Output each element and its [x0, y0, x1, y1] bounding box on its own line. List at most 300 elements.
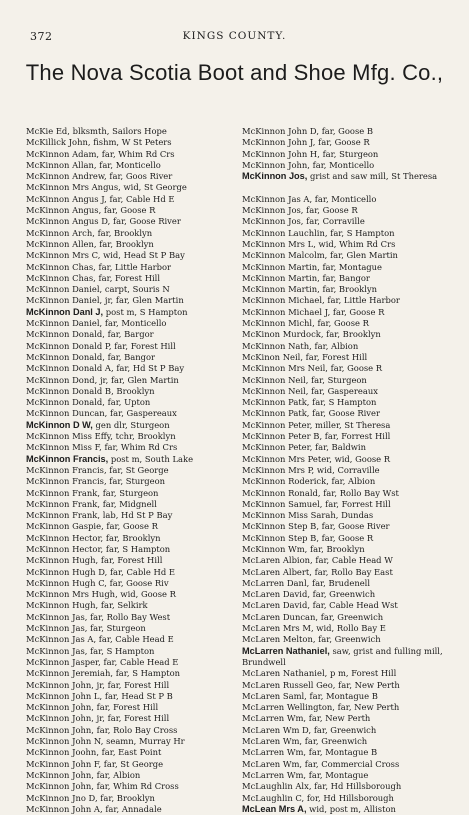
entry-detail: seamn, Murray Hr — [106, 736, 185, 747]
entry-detail: wid, Rollo Bay E — [316, 623, 386, 634]
entry-name: McKinnon Jeremiah, — [26, 668, 114, 679]
entry-name: McKinnon Michael J, — [242, 306, 331, 317]
entry-detail: far, Montague — [322, 261, 383, 272]
entry-detail: far, Greenwich — [304, 736, 368, 747]
entry-detail: far, Goose R — [103, 205, 156, 216]
entry-detail: far, St George — [109, 464, 169, 475]
entry-detail: far, Goose B — [321, 126, 374, 136]
entry-name: McLarren Wm, — [242, 747, 307, 758]
entry-detail: far, Bangor — [107, 351, 156, 362]
directory-entry — [26, 171, 244, 182]
entry-detail: far, S Hampton — [115, 668, 181, 679]
entry-name: McKinnon Michael, — [242, 295, 325, 306]
directory-entry — [242, 442, 456, 453]
entry-detail: far, Upton — [107, 397, 151, 408]
directory-entry — [26, 126, 244, 137]
entry-detail: far, Rollo Bay Wst — [323, 487, 399, 498]
entry-name: McLaren Wm, — [242, 758, 303, 769]
directory-entry — [26, 250, 244, 261]
entry-detail: jr, far, Glen Martin — [99, 374, 179, 385]
directory-entry — [26, 329, 244, 340]
directory-entry — [26, 216, 244, 227]
directory-columns — [26, 126, 456, 814]
entry-name: McKinnon Hugh, — [26, 600, 99, 611]
directory-entry — [242, 431, 456, 442]
directory-entry — [26, 284, 244, 295]
directory-entry — [26, 747, 244, 758]
directory-entry — [242, 408, 456, 419]
entry-name: McKinnon Step B, — [242, 532, 319, 543]
entry-detail: miller, St Theresa — [315, 419, 391, 430]
entry-name: McKinnon Jas A, — [242, 193, 313, 204]
entry-name: McKinnon Hugh, — [26, 555, 99, 566]
entry-detail: far, Monticello — [314, 193, 377, 204]
directory-entry — [26, 759, 244, 770]
directory-entry — [242, 793, 456, 804]
entry-name: McKinnon Chas, — [26, 272, 96, 283]
entry-detail: far, Selkirk — [100, 600, 148, 611]
entry-detail: far, Cable Hd E — [109, 566, 175, 577]
directory-entry — [242, 284, 456, 295]
entry-detail: far, Cable Hd E — [109, 193, 175, 204]
running-head: KINGS COUNTY. — [182, 30, 287, 42]
entry-detail: far, Brooklyn — [99, 238, 154, 249]
directory-entry — [242, 521, 456, 532]
entry-detail: far, Rolo Bay Cross — [96, 724, 178, 735]
directory-entry — [242, 747, 456, 758]
entry-detail: far, Goose River — [312, 408, 380, 419]
directory-entry — [242, 194, 456, 205]
directory-entry — [26, 634, 244, 645]
entry-detail: far, Goose Riv — [109, 577, 169, 588]
entry-name: McKinnon John, — [26, 781, 94, 792]
entry-detail: far, Monticello — [99, 159, 161, 170]
entry-name: McKinnon Jno D, — [26, 792, 98, 803]
entry-detail: far, Goose R — [106, 521, 158, 532]
entry-detail: far, Greenwich — [313, 724, 377, 735]
entry-detail: Dundas — [341, 510, 374, 521]
entry-detail: far, Whim Rd Crs — [101, 148, 175, 159]
directory-entry — [242, 488, 456, 499]
entry-detail: far, Forest Hill — [305, 351, 368, 362]
directory-entry — [242, 386, 456, 397]
entry-name: McKinon Murdock, — [242, 329, 324, 340]
directory-entry — [26, 465, 244, 476]
directory-entry — [26, 408, 244, 419]
entry-name: McKinnon Ronald, — [242, 487, 321, 498]
entry-detail: wid, post m, Alliston — [309, 803, 396, 814]
entry-detail: far, New Perth — [337, 702, 400, 713]
entry-detail: far, Head St P B — [104, 690, 173, 701]
directory-entry — [242, 567, 456, 578]
entry-detail: far, Albion — [96, 769, 141, 780]
entry-detail: blksmth, Sailors Hope — [72, 126, 167, 136]
entry-detail: far, Forrest Hill — [325, 498, 391, 509]
directory-entry — [242, 454, 456, 465]
entry-name: McKinnon Hector, — [26, 543, 104, 554]
directory-entry — [26, 646, 244, 657]
entry-detail: far, Brooklyn — [326, 329, 381, 340]
entry-name: McKinnon Duncan, — [26, 408, 108, 419]
entry-name: McLaren Albion, — [242, 555, 313, 566]
directory-entry — [26, 555, 244, 566]
directory-entry — [26, 623, 244, 634]
entry-detail: far, Greenwich — [318, 634, 381, 645]
directory-entry — [242, 555, 456, 566]
directory-entry — [242, 499, 456, 510]
entry-detail: post m, South Lake — [110, 453, 194, 464]
directory-entry — [242, 680, 456, 691]
entry-name: McKinnon John, — [26, 702, 94, 713]
directory-entry — [242, 770, 456, 781]
entry-detail: wid, Head St P Bay — [103, 250, 185, 261]
directory-entry — [26, 239, 244, 250]
entry-detail: far, Monticello — [312, 159, 375, 170]
entry-name: McKinnon Jos, — [242, 216, 304, 227]
entry-name: McKinnon Chas, — [26, 261, 96, 272]
directory-entry — [242, 375, 456, 386]
directory-entry — [242, 646, 456, 669]
entry-name: McKinnon Jas, — [26, 623, 88, 634]
entry-detail: fishm, W St Peters — [93, 137, 172, 148]
entry-detail: carpt, Souris N — [104, 284, 170, 295]
directory-entry — [242, 533, 456, 544]
directory-entry — [26, 273, 244, 284]
entry-name: McKinnon Daniel, — [26, 295, 103, 306]
entry-name: McKinnon Peter B, — [242, 431, 323, 442]
entry-name: McKinnon Francis, — [26, 453, 109, 464]
entry-detail: post m, S Hampton — [105, 306, 188, 317]
entry-detail: far, Sturgeon — [102, 487, 159, 498]
directory-entry — [26, 521, 244, 532]
directory-entry — [242, 510, 456, 521]
entry-name: McLarren Wm, — [242, 713, 307, 724]
directory-entry — [26, 397, 244, 408]
directory-entry — [26, 341, 244, 352]
directory-entry — [242, 160, 456, 171]
entry-detail: grist and saw mill, St Theresa — [310, 171, 438, 182]
directory-entry — [242, 476, 456, 487]
directory-entry — [26, 725, 244, 736]
directory-entry — [242, 126, 456, 137]
entry-detail: far, Glen Martin — [330, 250, 398, 261]
entry-detail: lab, Hd St P Bay — [102, 510, 173, 521]
directory-entry — [26, 736, 244, 747]
directory-entry — [242, 623, 456, 634]
directory-entry — [26, 476, 244, 487]
directory-entry — [26, 194, 244, 205]
directory-entry — [242, 397, 456, 408]
directory-entry — [26, 702, 244, 713]
directory-entry — [242, 239, 456, 250]
entry-name: McKinnon John, — [26, 679, 94, 690]
entry-name: McKinnon Dond, — [26, 374, 98, 385]
entry-name: McKinnon Patk, — [242, 408, 310, 419]
entry-name: McKinnon John, — [26, 713, 94, 724]
entry-name: McKinnon Jasper, — [26, 656, 101, 667]
entry-name: McLarren Danl, — [242, 577, 310, 588]
advertisement-banner: The Nova Scotia Boot and Shoe Mfg. Co., — [25, 60, 444, 85]
entry-detail: far, Forest Hill — [114, 340, 176, 351]
directory-entry — [26, 137, 244, 148]
entry-detail: far, Brooklyn — [97, 227, 153, 238]
entry-detail: Brooklyn — [116, 385, 155, 396]
entry-name: McKinnon John A, — [26, 803, 103, 814]
directory-entry — [26, 589, 244, 600]
entry-name: McKinnon Jas, — [26, 611, 88, 622]
right-column — [242, 126, 456, 815]
directory-entry — [26, 386, 244, 397]
entry-name: McLarren Wellington, — [242, 702, 335, 713]
entry-name: McKinnon Francis, — [26, 476, 107, 487]
entry-name: McKinnon Mrs Neil, — [242, 363, 328, 374]
directory-entry — [242, 307, 456, 318]
entry-detail: far, Corraville — [306, 216, 365, 227]
entry-name: McKinnon Miss Effy, — [26, 431, 113, 442]
directory-entry — [242, 589, 456, 600]
entry-detail: far, Whim Rd Crs — [104, 442, 178, 453]
entry-name: McKinnon Martin, — [242, 261, 320, 272]
entry-name: McKinnon John L, — [26, 690, 103, 701]
entry-name: McKinnon Mrs P, — [242, 464, 315, 475]
entry-detail: jr, far, Forest Hill — [96, 713, 170, 724]
directory-entry — [242, 634, 456, 645]
directory-entry — [26, 567, 244, 578]
entry-name: McKinnon Martin, — [242, 284, 320, 295]
entry-detail: for, Hd Hillsborough — [306, 792, 394, 803]
entry-detail: far, Forest Hill — [98, 272, 161, 283]
entry-name: McLaren Melton, — [242, 634, 316, 645]
entry-detail: far, Greenwich — [320, 611, 384, 622]
directory-entry — [242, 691, 456, 702]
entry-name: McKillick John, — [26, 137, 91, 148]
entry-detail: far, Goose R — [332, 306, 385, 317]
directory-entry — [26, 363, 244, 374]
entry-name: McKinnon Frank, — [26, 510, 101, 521]
directory-entry — [26, 205, 244, 216]
directory-entry — [242, 262, 456, 273]
entry-name: McKinnon Jos, — [242, 171, 308, 182]
directory-entry — [26, 793, 244, 804]
entry-name: McLean Mrs A, — [242, 803, 307, 814]
directory-entry — [26, 454, 244, 465]
directory-entry — [26, 781, 244, 792]
entry-detail: far, Forest Hill — [96, 702, 159, 713]
entry-name: McLaren David, — [242, 600, 310, 611]
left-column — [26, 126, 244, 815]
entry-name: McKinnon Allen, — [26, 238, 97, 249]
directory-entry — [242, 713, 456, 724]
entry-name: McKinnon Wm, — [242, 543, 308, 554]
entry-detail: far, Little Harbor — [327, 295, 400, 306]
directory-entry — [26, 499, 244, 510]
entry-detail: gen dlr, Sturgeon — [95, 419, 170, 430]
directory-entry — [26, 352, 244, 363]
entry-detail: far, Hd St P Bay — [116, 363, 185, 374]
entry-detail: wid, St George — [123, 182, 187, 193]
entry-detail: far, Forest Hill — [100, 555, 163, 566]
entry-detail: far, Brooklyn — [322, 284, 378, 295]
entry-detail: far, Albion — [314, 340, 359, 351]
entry-name: McKinnon Michl, — [242, 318, 315, 329]
entry-name: McKinnon Daniel, — [26, 318, 103, 329]
entry-detail: far, Baldwin — [315, 442, 366, 453]
directory-entry — [26, 510, 244, 521]
entry-detail: far, Little Harbor — [98, 261, 171, 272]
entry-name: McKinnon Frank, — [26, 487, 101, 498]
entry-name: McKinnon John J, — [242, 137, 316, 148]
entry-name: McLaren Saml, — [242, 690, 307, 701]
directory-entry — [242, 273, 456, 284]
directory-entry — [242, 205, 456, 216]
entry-name: McKinnon Allan, — [26, 159, 97, 170]
directory-entry — [242, 318, 456, 329]
entry-name: McKinnon Hector, — [26, 532, 104, 543]
entry-name: McKinnon Step B, — [242, 521, 319, 532]
directory-entry — [26, 262, 244, 273]
entry-name: McKinon Neil, — [242, 351, 303, 362]
directory-entry — [242, 781, 456, 792]
entry-name: McLaren Wm D, — [242, 724, 312, 735]
entry-name: McKinnon Mrs C, — [26, 250, 101, 261]
entry-name: McKinnon Jos, — [242, 205, 304, 216]
entry-name: McKinnon Daniel, — [26, 284, 103, 295]
directory-entry — [26, 612, 244, 623]
entry-name: McKinnon Miss F, — [26, 442, 102, 453]
entry-name: McKinnon John D, — [242, 126, 320, 136]
entry-detail: far, Cable Head E — [103, 656, 179, 667]
directory-entry — [242, 216, 456, 227]
directory-entry — [242, 363, 456, 374]
entry-detail: far, Goose R — [317, 318, 369, 329]
entry-detail: jr, far, Forest Hill — [96, 679, 170, 690]
directory-entry — [26, 804, 244, 815]
entry-detail: far, Cable Head Wst — [312, 600, 398, 611]
entry-name: McKinnon Arch, — [26, 227, 95, 238]
entry-name: McKinnon Peter, — [242, 442, 313, 453]
page-number: 372 — [30, 30, 53, 43]
directory-entry — [26, 578, 244, 589]
entry-detail: far, Rollo Bay West — [90, 611, 171, 622]
entry-detail: far, St George — [103, 758, 164, 769]
directory-entry — [242, 725, 456, 736]
entry-detail: far, S Hampton — [90, 645, 155, 656]
entry-detail: far, Hd Hillsborough — [314, 781, 402, 792]
entry-detail: far, Brooklyn — [100, 792, 155, 803]
entry-detail: far, Gaspereaux — [110, 408, 177, 419]
entry-detail: far, Montague B — [308, 747, 378, 758]
directory-entry — [26, 488, 244, 499]
entry-name: McKinnon Hugh D, — [26, 566, 108, 577]
page-header — [0, 0, 469, 26]
entry-detail: far, Greenwich — [312, 589, 376, 600]
directory-entry — [242, 352, 456, 363]
directory-entry — [26, 182, 244, 193]
directory-entry — [242, 544, 456, 555]
entry-detail: far, Annadale — [105, 803, 162, 814]
entry-name: McKinnon Samuel, — [242, 498, 323, 509]
directory-entry — [26, 431, 244, 442]
entry-detail: wid, Goose R — [334, 453, 391, 464]
directory-entry — [26, 657, 244, 668]
entry-name: McKinnon Angus J, — [26, 193, 107, 204]
entry-name: McKinnon Donald, — [26, 397, 105, 408]
directory-entry — [242, 137, 456, 148]
directory-entry — [26, 442, 244, 453]
entry-detail: far, Forrest Hill — [324, 431, 391, 442]
entry-detail: far, Montague — [308, 769, 369, 780]
entry-detail: tchr, Brooklyn — [115, 431, 176, 442]
entry-name: McLaughlin Alx, — [242, 781, 312, 792]
entry-name: McKinnon Hugh C, — [26, 577, 107, 588]
directory-entry — [242, 465, 456, 476]
entry-detail: far, Goose River — [113, 216, 181, 227]
entry-name: McKinnon John N, — [26, 736, 104, 747]
entry-detail: wid, Corraville — [316, 464, 380, 475]
entry-detail: jr, far, Glen Martin — [104, 295, 184, 306]
entry-detail: far, Sturgeon — [311, 374, 367, 385]
directory-entry — [26, 770, 244, 781]
directory-entry — [26, 228, 244, 239]
directory-entry — [26, 160, 244, 171]
directory-entry — [26, 533, 244, 544]
entry-name: McKinnon Lauchlin, — [242, 227, 328, 238]
entry-name: McKinnon Donald, — [26, 351, 105, 362]
directory-entry — [26, 318, 244, 329]
directory-entry — [242, 295, 456, 306]
entry-detail: far, Midgnell — [102, 498, 157, 509]
directory-entry — [26, 307, 244, 318]
directory-entry — [242, 702, 456, 713]
directory-entry — [26, 544, 244, 555]
directory-entry — [26, 375, 244, 386]
entry-name: McKinnon Patk, — [242, 397, 310, 408]
directory-entry — [242, 612, 456, 623]
entry-name: McKinnon Angus, — [26, 205, 102, 216]
entry-name: McKinnon Donald P, — [26, 340, 112, 351]
directory-entry — [242, 668, 456, 679]
entry-name: McKinnon D W, — [26, 419, 93, 430]
entry-detail: far, Sturgeon — [90, 623, 146, 634]
directory-entry — [242, 804, 456, 815]
directory-entry — [26, 680, 244, 691]
entry-detail: far, Goose R — [318, 137, 370, 148]
directory-entry — [242, 341, 456, 352]
directory-entry — [242, 759, 456, 770]
entry-name: McKinnon Danl J, — [26, 306, 104, 317]
entry-name: McKinnon Andrew, — [26, 171, 107, 182]
entry-detail: far, Goose River — [321, 521, 390, 532]
entry-detail: far, Cable Head E — [98, 634, 174, 645]
entry-detail: far, Brudenell — [311, 577, 371, 588]
entry-name: McLaughlin C, — [242, 792, 305, 803]
entry-name: McKinnon Donald B, — [26, 385, 114, 396]
entry-name: McKinnon Peter, — [242, 419, 313, 430]
entry-name: McKinnon Jas, — [26, 645, 88, 656]
entry-name: McKinnon Mrs L, — [242, 238, 316, 249]
entry-detail: far, Goose R — [330, 363, 383, 374]
directory-entry — [26, 600, 244, 611]
entry-name: McLaren Russell Geo, — [242, 679, 336, 690]
entry-name: McKinnon Jas A, — [26, 634, 97, 645]
directory-entry — [242, 736, 456, 747]
entry-name: McLaren Wm, — [242, 736, 303, 747]
entry-detail: far, Bangor — [322, 272, 370, 283]
entry-detail: far, Whim Rd Cross — [96, 781, 179, 792]
entry-detail: far, Rollo Bay East — [314, 566, 393, 577]
entry-detail: saw, grist and fulling mill, Brundwell — [242, 645, 443, 667]
entry-detail: far, Montague B — [309, 690, 378, 701]
